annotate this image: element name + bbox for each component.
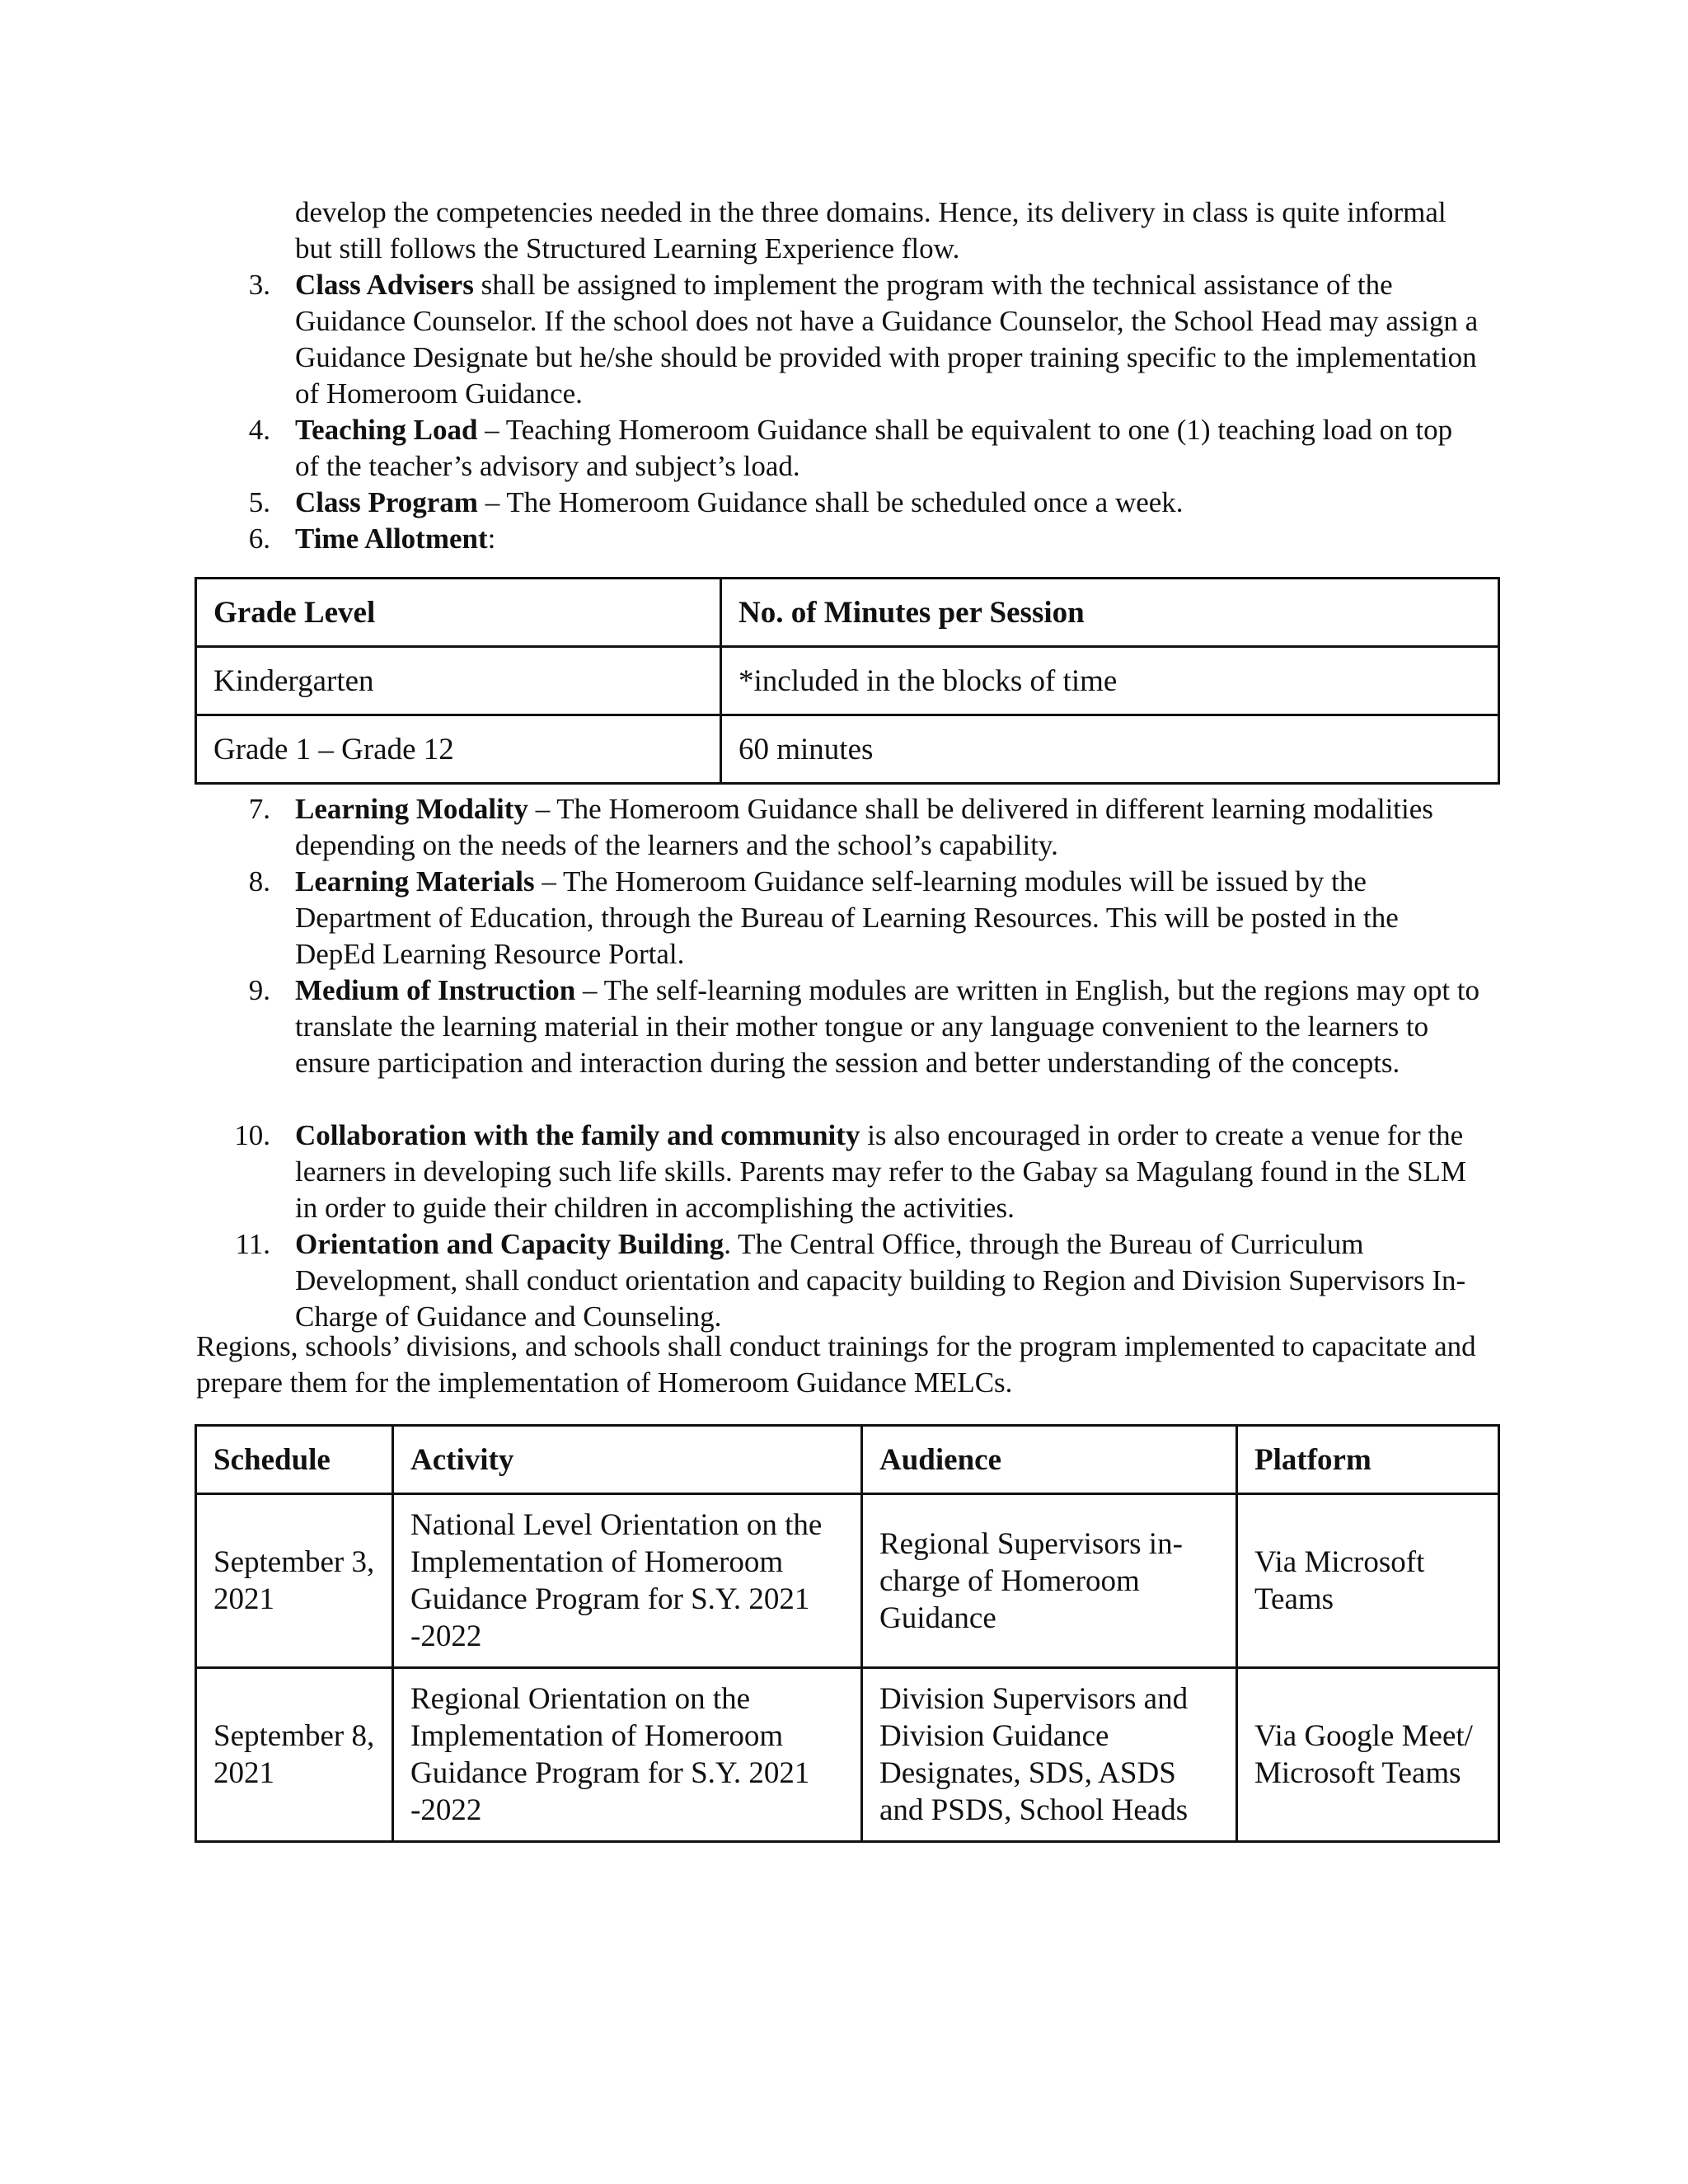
item-text: – The Homeroom Guidance shall be delivered in different learning modalities depending on the needs of the learners and the school’s capability. bbox=[295, 793, 1433, 861]
table-cell: September 3, 2021 bbox=[196, 1494, 393, 1668]
item-number: 4. bbox=[248, 414, 270, 446]
item-text: – The Homeroom Guidance shall be scheduled once a week. bbox=[477, 486, 1184, 518]
item-text: – The self-learning modules are written in English, but the regions may opt to translate the learning material in their mother tongue or any language convenient to the learners to ensure participation and interaction during the session and better understanding of the concepts. bbox=[295, 974, 1480, 1079]
table-cell: September 8, 2021 bbox=[196, 1668, 393, 1842]
item-heading: Medium of Instruction bbox=[295, 974, 576, 1006]
item-number: 5. bbox=[248, 486, 270, 518]
item-heading: Orientation and Capacity Building bbox=[295, 1228, 724, 1260]
item-number: 9. bbox=[248, 974, 270, 1006]
item-text: shall be assigned to implement the program with the technical assistance of the Guidance Counselor. If the school does not have a Guidance Counselor, the School Head may assign a Guidance Designate but he/she should be provided with proper training specific to the implementation of Homeroom Guidance. bbox=[295, 269, 1479, 410]
item-heading: Collaboration with the family and community bbox=[295, 1119, 860, 1151]
column-header: No. of Minutes per Session bbox=[721, 579, 1499, 647]
table-row bbox=[196, 1668, 1499, 1842]
table-header-row bbox=[196, 579, 1499, 647]
column-header: Schedule bbox=[196, 1426, 393, 1494]
column-header: Audience bbox=[862, 1426, 1237, 1494]
item-number: 6. bbox=[248, 523, 270, 555]
item-heading: Class Program bbox=[295, 486, 478, 518]
item-text: is also encouraged in order to create a venue for the learners in developing such life skills. Parents may refer to the Gabay sa Magulang found in the SLM in order to guide their children in accomplishing the activities. bbox=[295, 1119, 1467, 1224]
item-heading: Teaching Load bbox=[295, 414, 478, 446]
item-number: 10. bbox=[234, 1119, 270, 1151]
item-text: – The Homeroom Guidance self-learning modules will be issued by the Department of Education, through the Bureau of Learning Resources. This will be posted in the DepEd Learning Resource Portal. bbox=[295, 865, 1399, 970]
item-text: . The Central Office, through the Bureau of Curriculum Development, shall conduct orientation and capacity building to Region and Division Supervisors In-Charge of Guidance and Counseling. bbox=[295, 1228, 1466, 1333]
table-cell: Via Google Meet/ Microsoft Teams bbox=[1237, 1668, 1499, 1842]
table-cell: *included in the blocks of time bbox=[721, 647, 1499, 715]
item-heading: Learning Materials bbox=[295, 865, 535, 898]
table-cell: Via Microsoft Teams bbox=[1237, 1494, 1499, 1668]
column-header: Activity bbox=[393, 1426, 862, 1494]
table-row bbox=[196, 1494, 1499, 1668]
item-heading: Time Allotment bbox=[295, 523, 488, 555]
item-number: 3. bbox=[248, 269, 270, 301]
item-number: 11. bbox=[235, 1228, 270, 1260]
table-cell: National Level Orientation on the Implementation of Homeroom Guidance Program for S.Y. 2021 -2022 bbox=[393, 1494, 862, 1668]
table-cell: Kindergarten bbox=[196, 647, 721, 715]
table-cell: Regional Orientation on the Implementation of Homeroom Guidance Program for S.Y. 2021 -2022 bbox=[393, 1668, 862, 1842]
table-cell: Grade 1 – Grade 12 bbox=[196, 715, 721, 784]
item-number: 7. bbox=[248, 793, 270, 825]
item-text: – Teaching Homeroom Guidance shall be equivalent to one (1) teaching load on top of the teacher’s advisory and subject’s load. bbox=[295, 414, 1453, 482]
table-header-row bbox=[196, 1426, 1499, 1494]
column-header: Platform bbox=[1237, 1426, 1499, 1494]
item-text: : bbox=[487, 523, 496, 555]
column-header: Grade Level bbox=[196, 579, 721, 647]
time-allotment-table bbox=[195, 577, 1500, 785]
table-cell: Regional Supervisors in-charge of Homeroom Guidance bbox=[862, 1494, 1237, 1668]
closing-paragraph: Regions, schools’ divisions, and schools shall conduct trainings for the program implemented to capacitate and prepare them for the implementation of Homeroom Guidance MELCs. bbox=[196, 1330, 1476, 1399]
schedule-table bbox=[195, 1424, 1500, 1843]
lead-paragraph: develop the competencies needed in the three domains. Hence, its delivery in class is quite informal but still follows the Structured Learning Experience flow. bbox=[295, 196, 1447, 265]
item-heading: Learning Modality bbox=[295, 793, 528, 825]
item-number: 8. bbox=[248, 865, 270, 898]
table-cell: 60 minutes bbox=[721, 715, 1499, 784]
table-row bbox=[196, 715, 1499, 784]
table-row bbox=[196, 647, 1499, 715]
table-cell: Division Supervisors and Division Guidance Designates, SDS, ASDS and PSDS, School Heads bbox=[862, 1668, 1237, 1842]
item-heading: Class Advisers bbox=[295, 269, 474, 301]
